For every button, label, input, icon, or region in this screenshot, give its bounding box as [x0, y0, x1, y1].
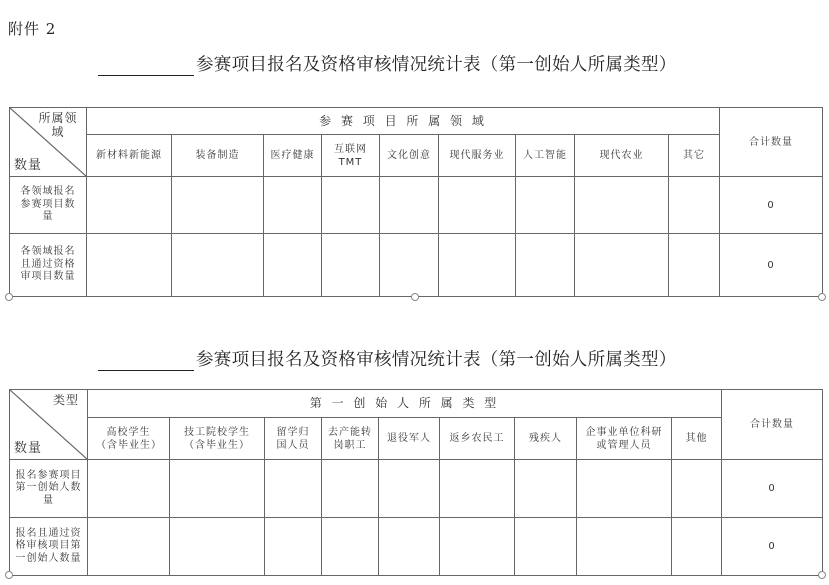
data-cell[interactable] [575, 234, 669, 297]
table1-total-header: 合计数量 [720, 108, 823, 177]
resize-handle[interactable] [411, 293, 419, 301]
table2-row-label: 报名参赛项目第一创始人数量 [10, 460, 88, 518]
table2-group-header: 第 一 创 始 人 所 属 类 型 [88, 390, 722, 418]
table2-corner-bottom: 数量 [14, 441, 43, 456]
resize-handle[interactable] [818, 293, 826, 301]
table1-col-header: 现代服务业 [439, 135, 516, 177]
data-cell[interactable] [380, 234, 439, 297]
table2-col-header: 技工院校学生（含毕业生） [170, 418, 265, 460]
title1-blank-line [98, 56, 194, 76]
table-row [10, 234, 823, 297]
table1-col-header: 人工智能 [516, 135, 575, 177]
table2-col-header: 退役军人 [379, 418, 440, 460]
data-cell[interactable] [265, 460, 322, 518]
data-cell[interactable] [88, 460, 170, 518]
data-cell[interactable] [672, 460, 722, 518]
data-cell[interactable] [515, 460, 577, 518]
data-cell[interactable] [87, 234, 172, 297]
data-cell[interactable] [87, 177, 172, 234]
data-cell[interactable] [516, 234, 575, 297]
data-cell[interactable] [172, 177, 264, 234]
table1-corner-bottom: 数量 [14, 158, 43, 173]
data-cell[interactable] [669, 177, 720, 234]
table2-total-header: 合计数量 [722, 390, 823, 460]
table-row [10, 177, 823, 234]
table2-row-label: 报名且通过资格审核项目第一创始人数量 [10, 518, 88, 576]
table2-col-header: 留学归国人员 [265, 418, 322, 460]
table2-row-total: 0 [722, 518, 823, 576]
data-cell[interactable] [264, 234, 322, 297]
data-cell[interactable] [577, 460, 672, 518]
table1-corner-cell [10, 108, 87, 177]
data-cell[interactable] [379, 460, 440, 518]
data-cell[interactable] [170, 460, 265, 518]
data-cell[interactable] [515, 518, 577, 576]
table1-col-header: 医疗健康 [264, 135, 322, 177]
title2-blank-line [98, 351, 194, 371]
table-row [10, 518, 823, 576]
data-cell[interactable] [172, 234, 264, 297]
table1-col-header: 新材料新能源 [87, 135, 172, 177]
data-cell[interactable] [575, 177, 669, 234]
table2-title [98, 346, 677, 371]
data-cell[interactable] [379, 518, 440, 576]
attachment-label: 附件 2 [8, 20, 57, 38]
table1-row-label: 各领域报名且通过资格审项目数量 [10, 234, 87, 297]
data-cell[interactable] [322, 460, 379, 518]
table2-row-total: 0 [722, 460, 823, 518]
data-cell[interactable] [672, 518, 722, 576]
table1-col-header: 文化创意 [380, 135, 439, 177]
table1-row-label: 各领域报名参赛项目数量 [10, 177, 87, 234]
table1-col-header: 装备制造 [172, 135, 264, 177]
table2-col-header: 企事业单位科研或管理人员 [577, 418, 672, 460]
data-cell[interactable] [380, 177, 439, 234]
table2-col-header: 残疾人 [515, 418, 577, 460]
data-cell[interactable] [170, 518, 265, 576]
table1-col-header: 现代农业 [575, 135, 669, 177]
data-cell[interactable] [322, 177, 380, 234]
resize-handle[interactable] [5, 293, 13, 301]
founder-type-statistics-table [9, 389, 823, 576]
field-statistics-table [9, 107, 823, 297]
data-cell[interactable] [516, 177, 575, 234]
table1-group-header: 参 赛 项 目 所 属 领 域 [87, 108, 720, 135]
table1-row-total: 0 [720, 177, 823, 234]
data-cell[interactable] [440, 518, 515, 576]
table1-title-text: 参赛项目报名及资格审核情况统计表（第一创始人所属类型） [196, 55, 677, 75]
table2-corner-cell [10, 390, 88, 460]
data-cell[interactable] [669, 234, 720, 297]
table1-title [98, 51, 677, 76]
data-cell[interactable] [440, 460, 515, 518]
table1-corner-top: 所属领域 [38, 111, 78, 139]
table2-col-header: 高校学生（含毕业生） [88, 418, 170, 460]
table2-col-header: 去产能转岗职工 [322, 418, 379, 460]
table2-title-text: 参赛项目报名及资格审核情况统计表（第一创始人所属类型） [196, 350, 677, 370]
resize-handle[interactable] [5, 571, 13, 579]
data-cell[interactable] [322, 518, 379, 576]
data-cell[interactable] [577, 518, 672, 576]
data-cell[interactable] [88, 518, 170, 576]
data-cell[interactable] [265, 518, 322, 576]
table1-row-total: 0 [720, 234, 823, 297]
table1-col-header: 其它 [669, 135, 720, 177]
table2-col-header: 返乡农民工 [440, 418, 515, 460]
data-cell[interactable] [264, 177, 322, 234]
table2-corner-top: 类型 [52, 393, 79, 407]
table1-col-header: 互联网TMT [322, 135, 380, 177]
table-row [10, 460, 823, 518]
resize-handle[interactable] [818, 571, 826, 579]
table2-col-header: 其他 [672, 418, 722, 460]
data-cell[interactable] [439, 177, 516, 234]
data-cell[interactable] [322, 234, 380, 297]
data-cell[interactable] [439, 234, 516, 297]
